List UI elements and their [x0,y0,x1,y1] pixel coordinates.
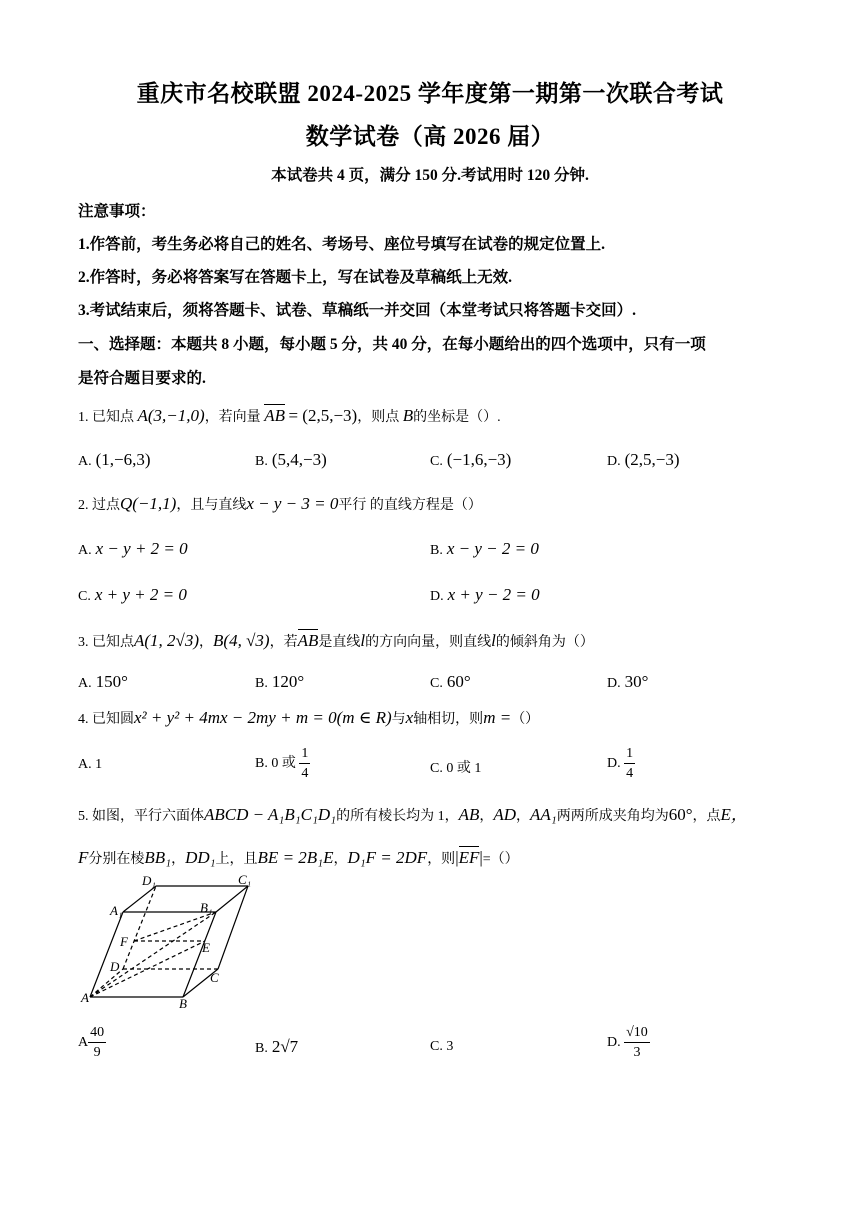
segment-fb1 [134,912,216,941]
note-item: 3.考试结束后，须将答题卡、试卷、草稿纸一并交回（本堂考试只将答题卡交回）. [78,302,637,319]
diag-ab1 [90,912,216,997]
option-b[interactable]: B. 2√7 [255,1037,299,1056]
fraction: $\frac{√10}{3}$ [626,1025,648,1060]
label-c: C [210,970,219,985]
fraction: $\frac{1}{4}$ [301,746,309,781]
option-b[interactable]: B. 0 或 $\frac{1}{4}$ [255,746,309,781]
question-3-stem: 3. 已知点A(1, 2√3)，B(4, √3)，若AB是直线l的方向向量，则直线l的倾斜角为（） [78,631,594,650]
exam-info: 本试卷共 4 页，满分 150 分.考试用时 120 分钟. [271,167,589,184]
option-d[interactable]: D. $\frac{√10}{3}$ [607,1025,648,1060]
option-a[interactable]: A $\frac{40}{9}$ [78,1025,105,1060]
label-c1: C₁ [238,872,252,887]
option-d[interactable]: D. (2,5,−3) [607,450,680,469]
fraction: $\frac{40}{9}$ [90,1025,105,1060]
label-a1: A₁ [110,903,123,918]
question-5-stem-line2: F分别在棱BB₁，DD₁上，且BE = 2B₁E，D₁F = 2DF，则|EF|=（） [78,848,519,867]
edge-aa1 [90,912,123,997]
note-item: 1.作答前，考生务必将自己的姓名、考场号、座位号填写在试卷的规定位置上. [78,236,606,253]
option-d[interactable]: D. x + y − 2 = 0 [430,585,540,604]
fraction: $\frac{1}{4}$ [626,746,634,781]
label-d1: D₁ [142,873,156,888]
option-b[interactable]: B. (5,4,−3) [255,450,327,469]
question-2-stem: 2. 过点Q(−1,1)，且与直线x − y − 3 = 0平行 的直线方程是（） [78,494,482,513]
exam-title: 重庆市名校联盟 2024-2025 学年度第一期第一次联合考试 [136,81,724,106]
option-c[interactable]: C. (−1,6,−3) [430,450,512,469]
label-a: A [81,990,89,1005]
note-item: 2.作答时，务必将答案写在答题卡上，写在试卷及草稿纸上无效. [78,269,513,286]
question-5-stem-line1: 5. 如图，平行六面体ABCD − A₁B₁C₁D₁的所有棱长均为 1，AB，AD，AA₁两两所成夹角均为60°，点E， [78,805,748,824]
section-heading: 一、选择题：本题共 8 小题，每小题 5 分，共 40 分，在每小题给出的四个选项中，只有一项 [78,336,706,353]
option-a[interactable]: A. (1,−6,3) [78,450,151,469]
question-1-stem: 1. 已知点 A(3,−1,0)，若向量 AB = (2,5,−3)，则点 B的坐标是（）. [78,406,501,425]
label-b1: B₁ [200,900,213,915]
label-d: D [110,959,120,974]
option-c[interactable]: C. 3 [430,1039,454,1054]
option-d[interactable]: D. $\frac{1}{4}$ [607,746,634,781]
option-c[interactable]: C. x + y + 2 = 0 [78,585,187,604]
option-a[interactable]: A. 150° [78,672,128,691]
option-a[interactable]: A. x − y + 2 = 0 [78,539,188,558]
option-b[interactable]: B. 120° [255,672,305,691]
exam-subtitle: 数学试卷（高 2026 届） [305,124,555,149]
label-e: E [202,940,210,955]
option-b[interactable]: B. x − y − 2 = 0 [430,539,539,558]
option-d[interactable]: D. 30° [607,672,649,691]
option-a[interactable]: A. 1 [78,757,103,772]
notes-heading: 注意事项： [78,203,156,220]
parallelepiped-figure [78,872,268,1012]
edge-a1d1 [123,886,156,912]
option-c[interactable]: C. 0 或 1 [430,761,482,776]
section-heading-cont: 是符合题目要求的. [78,370,206,387]
label-b: B [179,996,187,1011]
question-4-stem: 4. 已知圆x² + y² + 4mx − 2my + m = 0(m ∈ R)与x轴相切，则m =（） [78,708,540,727]
label-f: F [120,934,128,949]
option-c[interactable]: C. 60° [430,672,471,691]
